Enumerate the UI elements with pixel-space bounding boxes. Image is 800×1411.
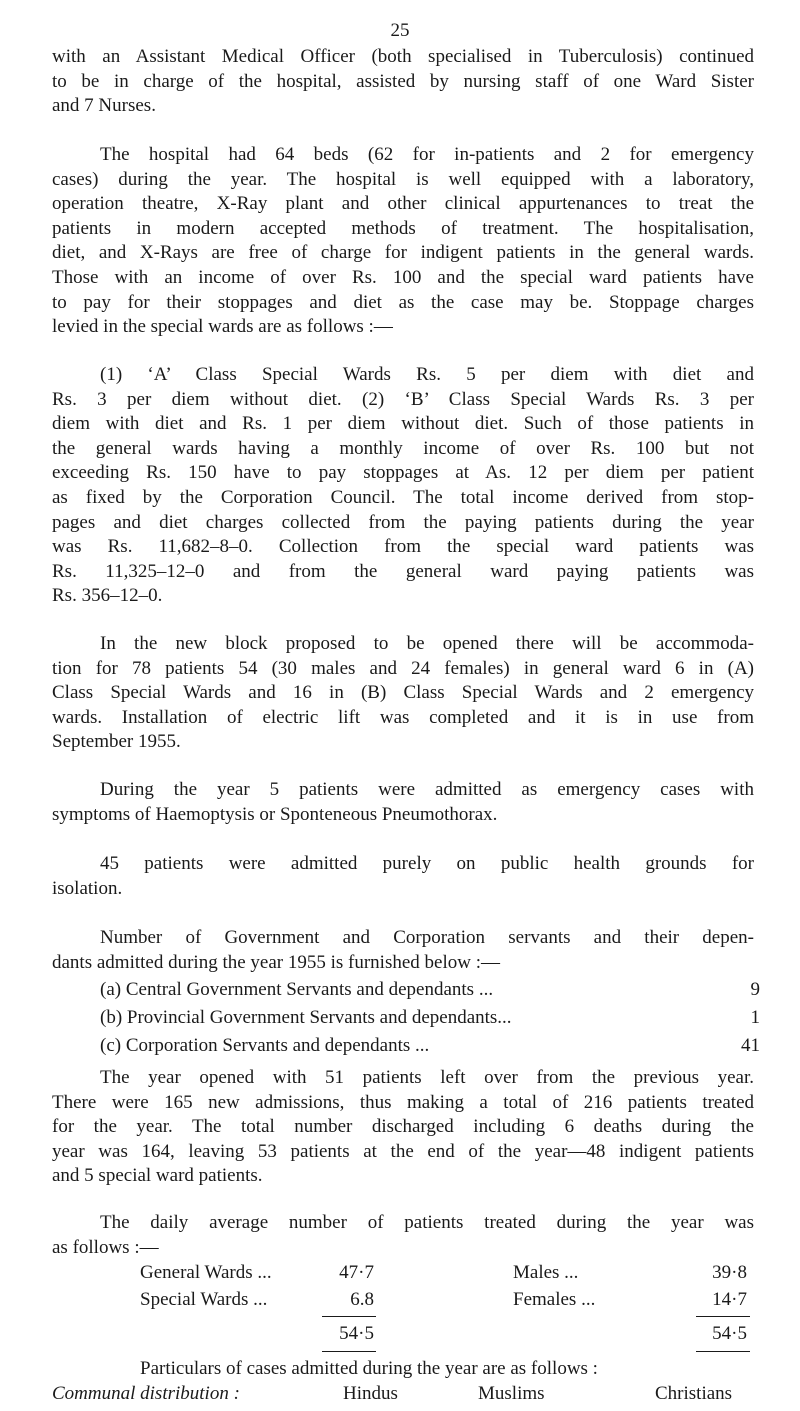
text-line: isolation.: [52, 877, 123, 899]
text-line: (1) ‘A’ Class Special Wards Rs. 5 per diem with diet and: [100, 364, 754, 385]
text-line: year was 164, leaving 53 patients at the end of the year—48 indigent patients: [52, 1140, 754, 1162]
list-item-label: (c) Corporation Servants and dependants ...: [100, 1035, 430, 1056]
communal-group: Christians: [655, 1383, 733, 1404]
sum-rule: [696, 1316, 750, 1317]
text-line: pages and diet charges collected from the paying patients during the year: [52, 511, 754, 533]
list-item-value: 1: [750, 1007, 760, 1028]
total-rule: [696, 1351, 750, 1352]
text-line: There were 165 new admissions, thus making a total of 216 patients treated: [52, 1091, 754, 1113]
sex-total: 54·5: [712, 1323, 747, 1344]
wards-value: 6.8: [350, 1289, 374, 1310]
text-line: Number of Government and Corporation servants and their depen-: [100, 927, 754, 948]
text-line: and 5 special ward patients.: [52, 1165, 263, 1187]
sex-value: 14·7: [712, 1289, 747, 1310]
list-item-label: (a) Central Government Servants and dependants ...: [100, 979, 494, 1000]
text-line: Rs. 3 per diem without diet. (2) ‘B’ Class Special Wards Rs. 3 per: [52, 388, 754, 410]
text-line: In the new block proposed to be opened there will be accommoda-: [100, 633, 754, 654]
text-line: levied in the special wards are as follows :—: [52, 316, 393, 338]
text-line: symptoms of Haemoptysis or Sponteneous Pneumothorax.: [52, 803, 498, 825]
text-line: patients in modern accepted methods of treatment. The hospitalisation,: [52, 217, 754, 239]
text-line: The hospital had 64 beds (62 for in-patients and 2 for emergency: [100, 144, 754, 165]
text-line: was Rs. 11,682–8–0. Collection from the special ward patients was: [52, 536, 754, 558]
list-item-value: 41: [741, 1035, 760, 1056]
text-line: to pay for their stoppages and diet as the case may be. Stoppage charges: [52, 291, 754, 313]
text-line: Rs. 11,325–12–0 and from the general ward paying patients was: [52, 560, 754, 582]
wards-label: Special Wards ...: [140, 1289, 268, 1310]
text-line: diet, and X-Rays are free of charge for indigent patients in the general wards.: [52, 242, 754, 264]
wards-value: 47·7: [339, 1262, 374, 1283]
total-rule: [322, 1351, 376, 1352]
text-line: operation theatre, X-Ray plant and other clinical appurtenances to treat the: [52, 193, 754, 215]
wards-label: General Wards ...: [140, 1262, 272, 1283]
communal-group: Muslims: [478, 1383, 545, 1404]
text-line: exceeding Rs. 150 have to pay stoppages at As. 12 per diem per patient: [52, 462, 754, 484]
wards-total: 54·5: [339, 1323, 374, 1344]
sex-value: 39·8: [712, 1262, 747, 1283]
sum-rule: [322, 1316, 376, 1317]
text-line: 45 patients were admitted purely on public health grounds for: [100, 853, 754, 874]
text-line: for the year. The total number discharged including 6 deaths during the: [52, 1116, 754, 1138]
text-line: cases) during the year. The hospital is well equipped with a laboratory,: [52, 168, 754, 190]
text-line: the general wards having a monthly income of over Rs. 100 but not: [52, 437, 754, 459]
text-line: dants admitted during the year 1955 is furnished below :—: [52, 951, 500, 973]
text-line: During the year 5 patients were admitted as emergency cases with: [100, 779, 754, 800]
text-line: with an Assistant Medical Officer (both specialised in Tuberculosis) continued: [52, 46, 754, 67]
text-line: Class Special Wards and 16 in (B) Class Special Wards and 2 emergency: [52, 682, 754, 704]
text-line: diem with diet and Rs. 1 per diem without diet. Such of those patients in: [52, 413, 754, 435]
sex-label: Females ...: [513, 1289, 596, 1310]
text-line: as follows :—: [52, 1236, 159, 1258]
communal-group: Hindus: [343, 1383, 398, 1404]
text-line: as fixed by the Corporation Council. The total income derived from stop-: [52, 486, 754, 508]
text-line: wards. Installation of electric lift was completed and it is in use from: [52, 706, 754, 728]
text-line: Rs. 356–12–0.: [52, 585, 163, 607]
page-number: 25: [390, 20, 410, 41]
particulars-intro: Particulars of cases admitted during the year are as follows :: [140, 1358, 598, 1379]
communal-label: Communal distribution :: [52, 1383, 240, 1404]
text-line: Those with an income of over Rs. 100 and the special ward patients have: [52, 266, 754, 288]
text-line: tion for 78 patients 54 (30 males and 24 females) in general ward 6 in (A): [52, 657, 754, 679]
text-line: to be in charge of the hospital, assisted by nursing staff of one Ward Sister: [52, 70, 754, 92]
text-line: and 7 Nurses.: [52, 95, 156, 117]
sex-label: Males ...: [513, 1262, 579, 1283]
text-line: The daily average number of patients treated during the year was: [100, 1212, 754, 1233]
list-item-value: 9: [750, 979, 760, 1000]
list-item-label: (b) Provincial Government Servants and dependants...: [100, 1007, 512, 1028]
text-line: The year opened with 51 patients left over from the previous year.: [100, 1067, 754, 1088]
text-line: September 1955.: [52, 731, 181, 753]
